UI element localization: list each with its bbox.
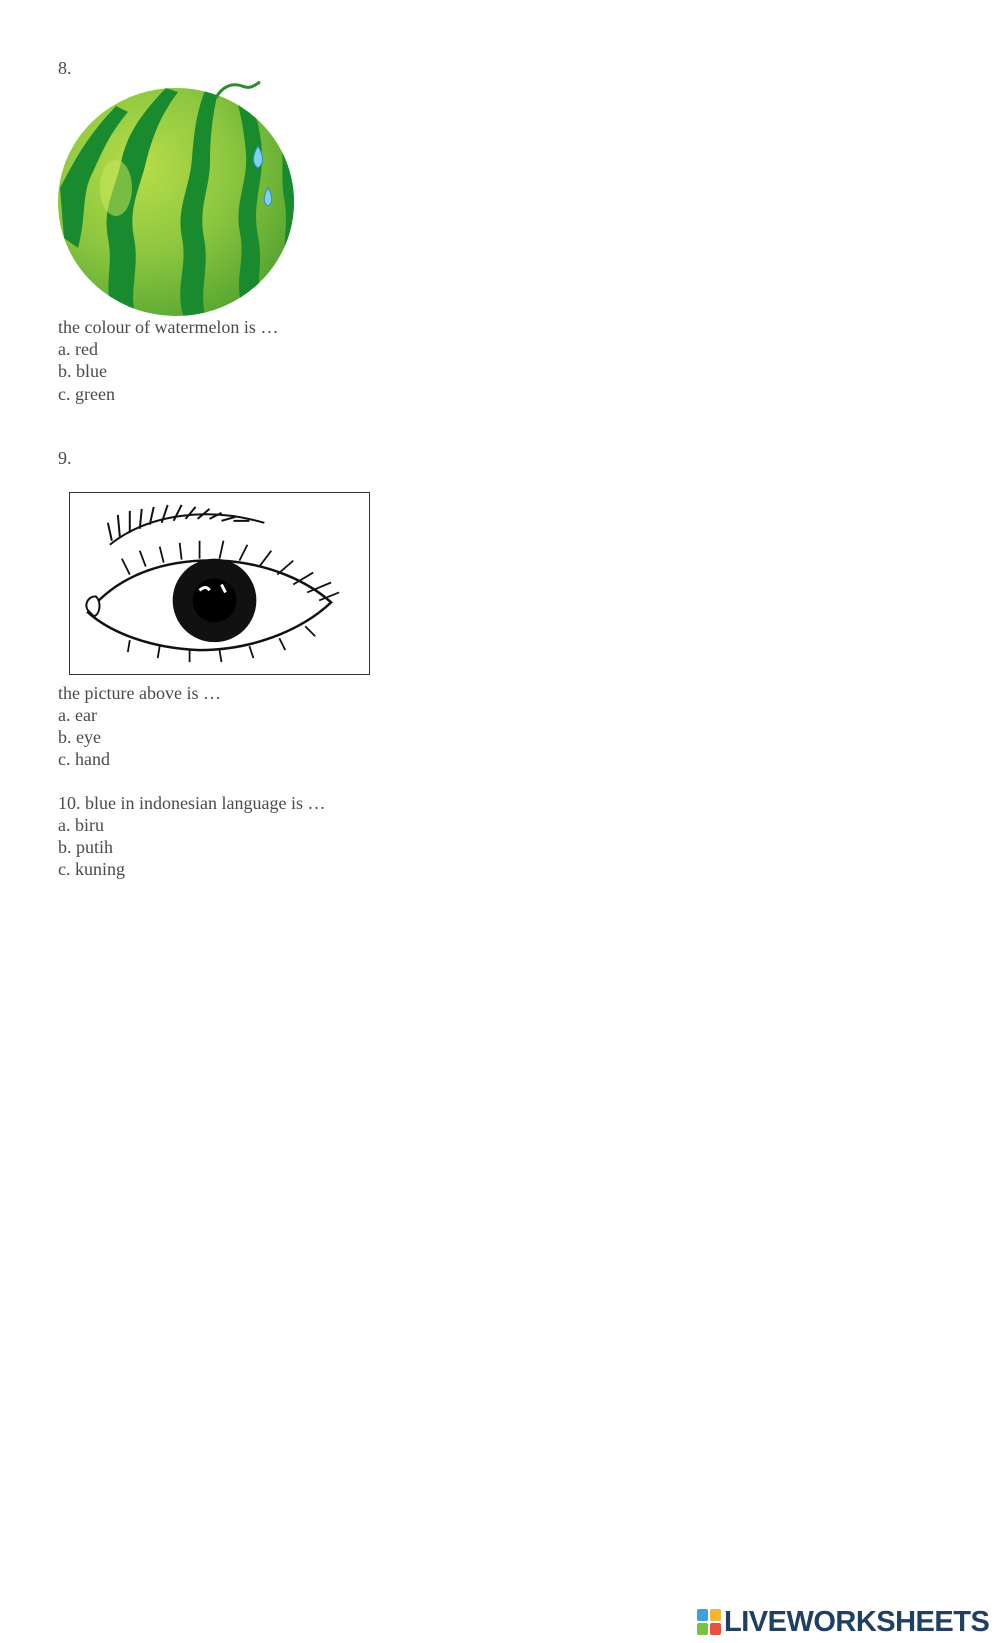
liveworksheets-logo[interactable] [697, 1604, 989, 1640]
question-8-option-c[interactable]: c. green [58, 384, 115, 404]
question-9-option-b[interactable]: b. eye [58, 727, 101, 747]
watermelon-image [56, 78, 300, 320]
question-10-option-c[interactable]: c. kuning [58, 859, 125, 879]
question-8-number: 8. [58, 58, 72, 78]
question-8-option-b[interactable]: b. blue [58, 361, 107, 381]
question-10-prompt: 10. blue in indonesian language is … [58, 793, 326, 813]
question-9-option-c[interactable]: c. hand [58, 749, 110, 769]
question-8-option-a[interactable]: a. red [58, 339, 98, 359]
eye-image [69, 492, 370, 675]
question-10-option-b[interactable]: b. putih [58, 837, 114, 857]
liveworksheets-mark-icon [697, 1609, 721, 1635]
brand-name: LIVEWORKSHEETS [724, 1605, 990, 1638]
question-9-prompt: the picture above is … [58, 683, 221, 703]
question-9-number: 9. [58, 448, 72, 468]
question-10-option-a[interactable]: a. biru [58, 815, 104, 835]
question-9-option-a[interactable]: a. ear [58, 705, 97, 725]
question-8-prompt: the colour of watermelon is … [58, 317, 279, 337]
